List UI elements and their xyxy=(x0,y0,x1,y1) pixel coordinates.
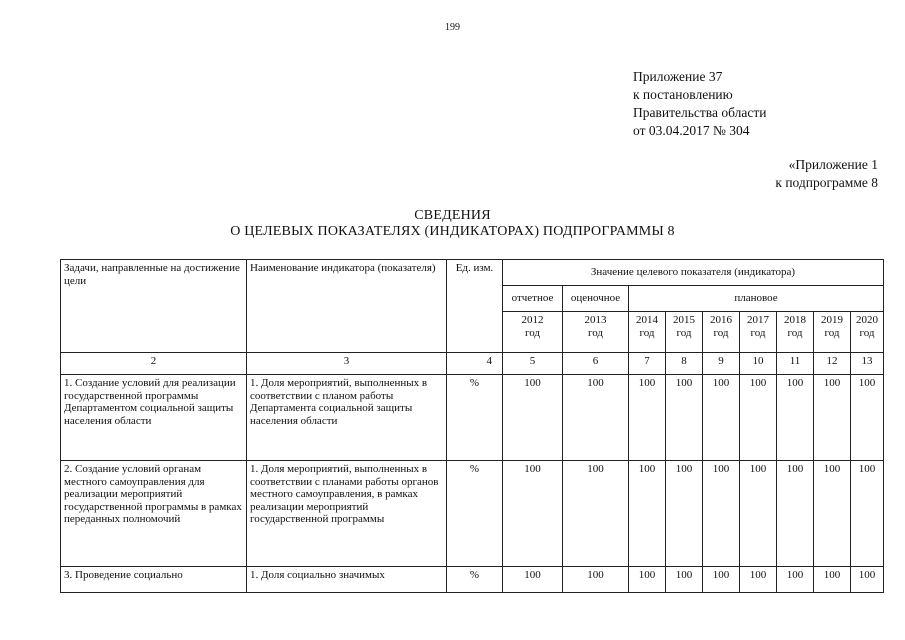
column-number: 11 xyxy=(777,353,814,375)
value-cell: 100 xyxy=(563,375,629,461)
appendix-line: «Приложение 1 xyxy=(788,157,878,172)
header-value: Значение целевого показателя (индикатора) xyxy=(503,260,884,286)
header-unit: Ед. изм. xyxy=(447,260,503,353)
appendix-line: Приложение 37 xyxy=(633,69,723,84)
year-value: 2018 xyxy=(784,314,806,326)
column-number: 4 xyxy=(447,353,503,375)
unit-cell: % xyxy=(447,375,503,461)
value-cell: 100 xyxy=(777,567,814,593)
year-word: год xyxy=(713,327,729,339)
value-cell: 100 xyxy=(503,461,563,567)
value-cell: 100 xyxy=(777,375,814,461)
title-line: О ЦЕЛЕВЫХ ПОКАЗАТЕЛЯХ (ИНДИКАТОРАХ) ПОДПРОГРАММЫ 8 xyxy=(230,224,675,239)
year-word: год xyxy=(824,327,840,339)
year-value: 2019 xyxy=(821,314,843,326)
column-number: 12 xyxy=(814,353,851,375)
value-cell: 100 xyxy=(777,461,814,567)
header-estimated: оценочное xyxy=(563,286,629,312)
value-cell: 100 xyxy=(666,461,703,567)
indicator-cell: 1. Доля социально значимых xyxy=(247,567,447,593)
column-number: 3 xyxy=(247,353,447,375)
header-planned: плановое xyxy=(629,286,884,312)
value-cell: 100 xyxy=(503,375,563,461)
value-cell: 100 xyxy=(851,567,884,593)
year-cell xyxy=(666,312,703,353)
appendix-block xyxy=(633,68,766,140)
year-cell xyxy=(563,312,629,353)
value-cell: 100 xyxy=(814,461,851,567)
table-row xyxy=(61,375,884,461)
value-cell: 100 xyxy=(703,375,740,461)
value-cell: 100 xyxy=(563,567,629,593)
value-cell: 100 xyxy=(703,567,740,593)
year-cell xyxy=(851,312,884,353)
header-indicator: Наименование индикатора (показателя) xyxy=(247,260,447,353)
value-cell: 100 xyxy=(666,567,703,593)
value-cell: 100 xyxy=(851,461,884,567)
value-cell: 100 xyxy=(851,375,884,461)
year-value: 2016 xyxy=(710,314,732,326)
year-cell xyxy=(814,312,851,353)
task-cell: 3. Проведение социально xyxy=(61,567,247,593)
unit-cell: % xyxy=(447,461,503,567)
table-row xyxy=(61,567,884,593)
column-number: 5 xyxy=(503,353,563,375)
year-value: 2013 xyxy=(584,314,607,326)
value-cell: 100 xyxy=(814,567,851,593)
year-value: 2012 xyxy=(521,314,544,326)
appendix-line: к постановлению xyxy=(633,87,733,102)
indicators-table xyxy=(60,259,884,593)
value-cell: 100 xyxy=(666,375,703,461)
year-value: 2017 xyxy=(747,314,769,326)
indicator-cell: 1. Доля мероприятий, выполненных в соответствии с планами работы органов местного самоуправления, в рамках реализации мероприятий государственной программы xyxy=(247,461,447,567)
appendix-line: Правительства области xyxy=(633,105,767,120)
value-cell: 100 xyxy=(814,375,851,461)
column-number: 2 xyxy=(61,353,247,375)
year-word: год xyxy=(750,327,766,339)
year-word: год xyxy=(787,327,803,339)
value-cell: 100 xyxy=(740,567,777,593)
column-number: 9 xyxy=(703,353,740,375)
column-number: 13 xyxy=(851,353,884,375)
value-cell: 100 xyxy=(629,375,666,461)
year-cell xyxy=(777,312,814,353)
year-word: год xyxy=(524,327,541,339)
indicator-cell: 1. Доля мероприятий, выполненных в соответствии с планом работы Департамента социальной защиты населения области xyxy=(247,375,447,461)
value-cell: 100 xyxy=(740,461,777,567)
page-number: 199 xyxy=(445,22,460,33)
column-number: 8 xyxy=(666,353,703,375)
column-number: 10 xyxy=(740,353,777,375)
year-word: год xyxy=(587,327,604,339)
year-value: 2014 xyxy=(636,314,658,326)
year-word: год xyxy=(859,327,875,339)
header-reported: отчетное xyxy=(503,286,563,312)
year-cell xyxy=(629,312,666,353)
appendix-line: к подпрограмме 8 xyxy=(775,175,878,190)
document-title xyxy=(0,208,905,240)
column-number: 7 xyxy=(629,353,666,375)
year-value: 2020 xyxy=(856,314,878,326)
table-row xyxy=(61,461,884,567)
year-cell xyxy=(503,312,563,353)
value-cell: 100 xyxy=(503,567,563,593)
appendix-line: от 03.04.2017 № 304 xyxy=(633,123,750,138)
year-cell xyxy=(740,312,777,353)
task-cell: 1. Создание условий для реализации государственной программы Департаментом социальной защиты населения области xyxy=(61,375,247,461)
year-value: 2015 xyxy=(673,314,695,326)
column-number: 6 xyxy=(563,353,629,375)
year-cell xyxy=(703,312,740,353)
year-word: год xyxy=(639,327,655,339)
value-cell: 100 xyxy=(703,461,740,567)
title-line: СВЕДЕНИЯ xyxy=(414,208,491,223)
subprogram-appendix-block xyxy=(775,156,878,192)
unit-cell: % xyxy=(447,567,503,593)
year-word: год xyxy=(676,327,692,339)
task-cell: 2. Создание условий органам местного самоуправления для реализации мероприятий государственной программы в рамках переданных полномочий xyxy=(61,461,247,567)
value-cell: 100 xyxy=(563,461,629,567)
header-tasks: Задачи, направленные на достижение цели xyxy=(61,260,247,353)
value-cell: 100 xyxy=(629,461,666,567)
value-cell: 100 xyxy=(629,567,666,593)
value-cell: 100 xyxy=(740,375,777,461)
